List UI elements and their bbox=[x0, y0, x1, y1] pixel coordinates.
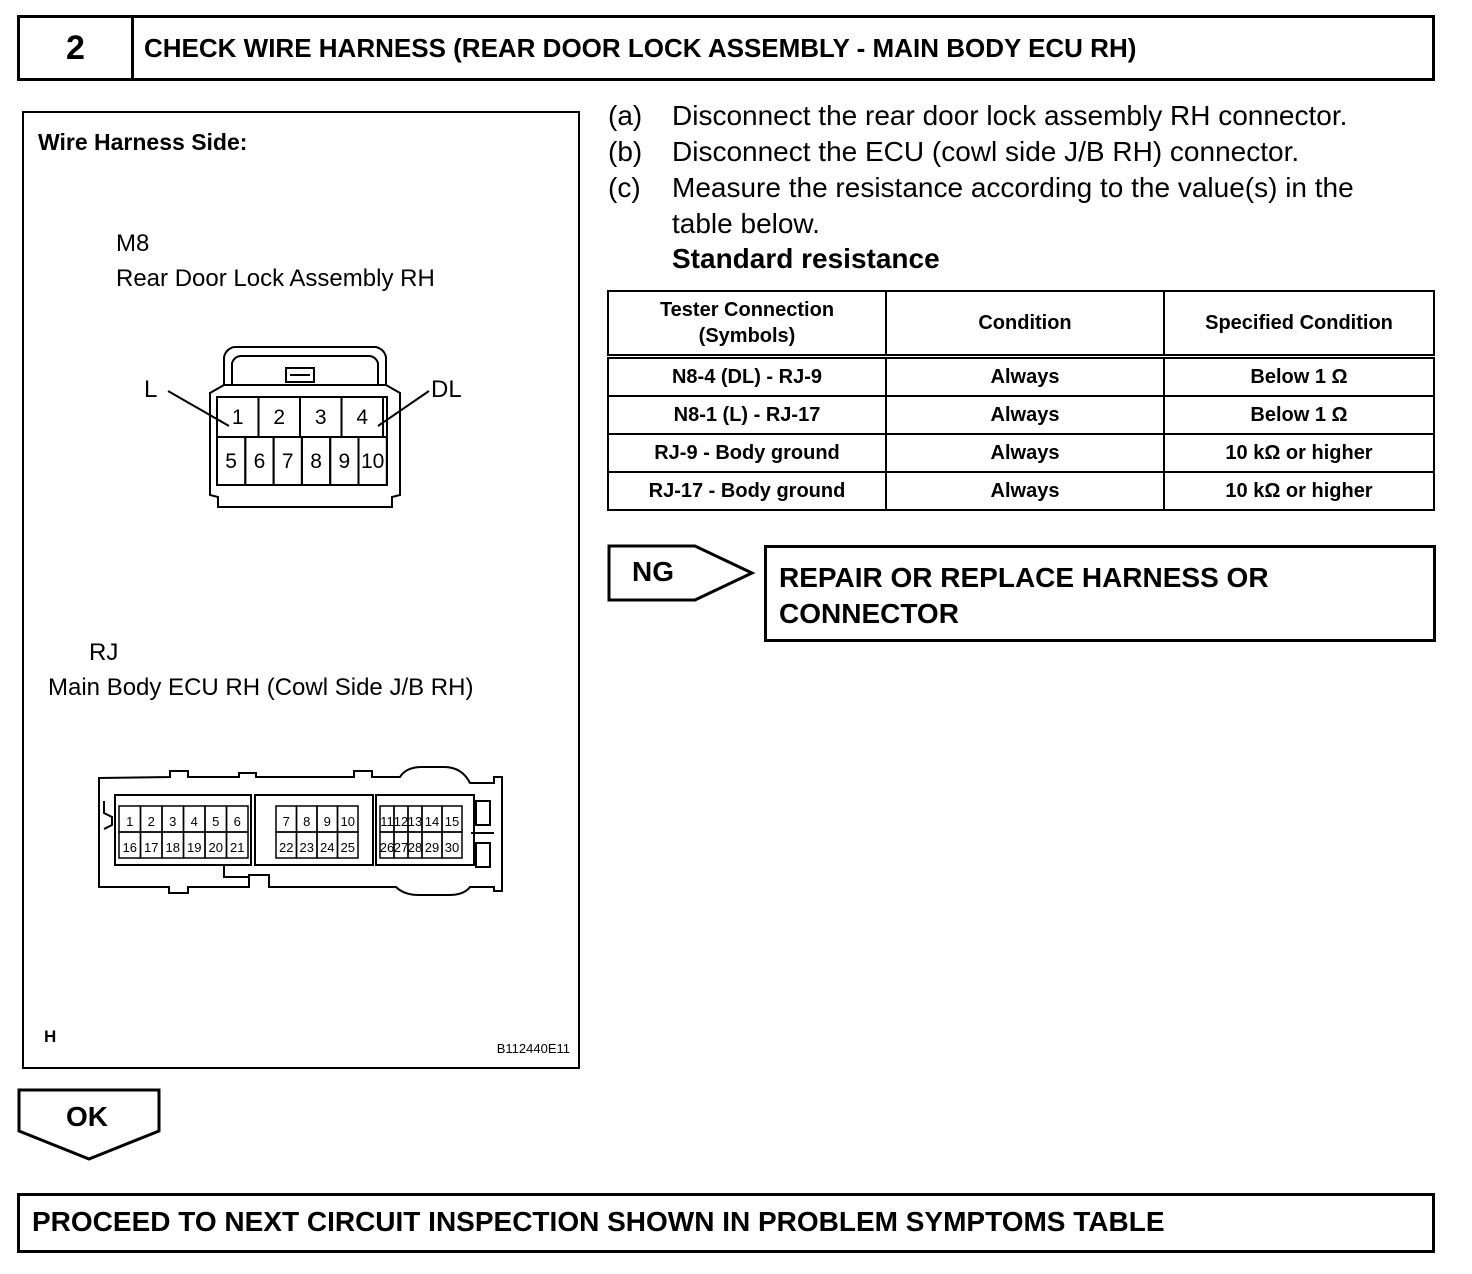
pin-number: 18 bbox=[165, 840, 180, 855]
pin-number: 2 bbox=[147, 814, 155, 829]
step-number: 2 bbox=[20, 18, 134, 78]
pin-number: 11 bbox=[380, 814, 394, 829]
pin-number: 23 bbox=[299, 840, 314, 855]
column-header: Specified Condition bbox=[1164, 291, 1434, 357]
instruction-text: Measure the resistance according to the value(s) in the bbox=[672, 172, 1354, 203]
pin-number: 7 bbox=[281, 450, 294, 473]
pin-number: 20 bbox=[208, 840, 223, 855]
figure-caption: Wire Harness Side: bbox=[38, 129, 248, 155]
pin-number: 21 bbox=[230, 840, 245, 855]
pin-number: 15 bbox=[444, 814, 460, 829]
pin-number: 26 bbox=[379, 840, 395, 855]
table-cell: Always bbox=[886, 357, 1164, 397]
pin-number: 4 bbox=[356, 406, 369, 429]
pin-number: 5 bbox=[225, 450, 237, 473]
pin-number: 24 bbox=[320, 840, 335, 855]
connector1-diagram bbox=[24, 113, 580, 1069]
ng-label: NG bbox=[632, 556, 674, 587]
pin-number: 30 bbox=[444, 840, 460, 855]
ok-result-box: PROCEED TO NEXT CIRCUIT INSPECTION SHOWN IN PROBLEM SYMPTOMS TABLE bbox=[17, 1193, 1435, 1253]
pin-number: 10 bbox=[360, 450, 385, 473]
pin-number: 4 bbox=[190, 814, 198, 829]
pin-number: 1 bbox=[231, 406, 244, 429]
ng-result-box: REPAIR OR REPLACE HARNESS OR CONNECTOR bbox=[764, 545, 1436, 642]
pin-number: 16 bbox=[122, 840, 137, 855]
pin-number: 8 bbox=[310, 450, 322, 473]
pin-number: 17 bbox=[144, 840, 159, 855]
pin-number: 14 bbox=[424, 814, 440, 829]
table-header-row bbox=[608, 291, 1434, 357]
pin-number: 19 bbox=[187, 840, 202, 855]
instruction-text: Disconnect the rear door lock assembly RH connector. bbox=[672, 100, 1348, 131]
column-header: Condition bbox=[886, 291, 1164, 357]
connector2-name: Main Body ECU RH (Cowl Side J/B RH) bbox=[48, 674, 474, 701]
pin-number: 28 bbox=[407, 840, 423, 855]
pin-number: 2 bbox=[273, 406, 286, 429]
column-header: Tester Connection (Symbols) bbox=[608, 291, 886, 357]
figure-id: B112440E11 bbox=[496, 1041, 570, 1056]
pin-number: 9 bbox=[323, 814, 331, 829]
pin-number: 29 bbox=[424, 840, 440, 855]
pin-number: 27 bbox=[393, 840, 409, 855]
instruction-label: (c) bbox=[608, 172, 641, 203]
instruction-text: table below. bbox=[672, 208, 820, 239]
step-title: CHECK WIRE HARNESS (REAR DOOR LOCK ASSEMBLY - MAIN BODY ECU RH) bbox=[144, 32, 1137, 63]
instruction-label: (a) bbox=[608, 100, 643, 131]
pin-number: 7 bbox=[282, 814, 290, 829]
pin-number: 3 bbox=[314, 406, 327, 429]
table-cell: RJ-17 - Body ground bbox=[608, 472, 886, 510]
pin-number: 6 bbox=[233, 814, 241, 829]
pin-number: 6 bbox=[253, 450, 266, 473]
table-cell: Always bbox=[886, 396, 1164, 434]
connector1-left-label: L bbox=[144, 376, 158, 403]
pin-number: 1 bbox=[126, 814, 134, 829]
table-cell: Always bbox=[886, 472, 1164, 510]
standard-heading: Standard resistance bbox=[672, 243, 940, 274]
table-cell: Below 1 Ω bbox=[1164, 357, 1434, 397]
table-row bbox=[608, 357, 1434, 397]
pin-number: 10 bbox=[340, 814, 355, 829]
connector1-name: Rear Door Lock Assembly RH bbox=[116, 265, 435, 292]
table-cell: 10 kΩ or higher bbox=[1164, 472, 1434, 510]
pin-number: 3 bbox=[169, 814, 177, 829]
table-cell: Below 1 Ω bbox=[1164, 396, 1434, 434]
connector1-code: M8 bbox=[116, 230, 150, 257]
table-row bbox=[608, 472, 1434, 510]
table-cell: N8-1 (L) - RJ-17 bbox=[608, 396, 886, 434]
pin-number: 12 bbox=[393, 814, 409, 829]
table-row bbox=[608, 396, 1434, 434]
ok-label: OK bbox=[66, 1101, 108, 1132]
resistance-table bbox=[607, 290, 1435, 511]
step-header bbox=[17, 15, 1435, 81]
table-cell: N8-4 (DL) - RJ-9 bbox=[608, 357, 886, 397]
pin-number: 8 bbox=[303, 814, 311, 829]
connector-illustration bbox=[22, 111, 580, 1069]
instruction-text: Disconnect the ECU (cowl side J/B RH) connector. bbox=[672, 136, 1300, 167]
table-row bbox=[608, 434, 1434, 472]
pin-number: 5 bbox=[212, 814, 220, 829]
pin-number: 9 bbox=[338, 450, 351, 473]
pin-number: 13 bbox=[407, 814, 423, 829]
table-cell: 10 kΩ or higher bbox=[1164, 434, 1434, 472]
ng-arrow-icon bbox=[607, 544, 757, 604]
table-cell: RJ-9 - Body ground bbox=[608, 434, 886, 472]
pin-number: 22 bbox=[279, 840, 294, 855]
pin-number: 25 bbox=[340, 840, 355, 855]
figure-corner-label: H bbox=[44, 1027, 57, 1046]
connector1-right-label: DL bbox=[431, 376, 462, 403]
instruction-label: (b) bbox=[608, 136, 643, 167]
connector2-code: RJ bbox=[89, 639, 119, 666]
table-cell: Always bbox=[886, 434, 1164, 472]
